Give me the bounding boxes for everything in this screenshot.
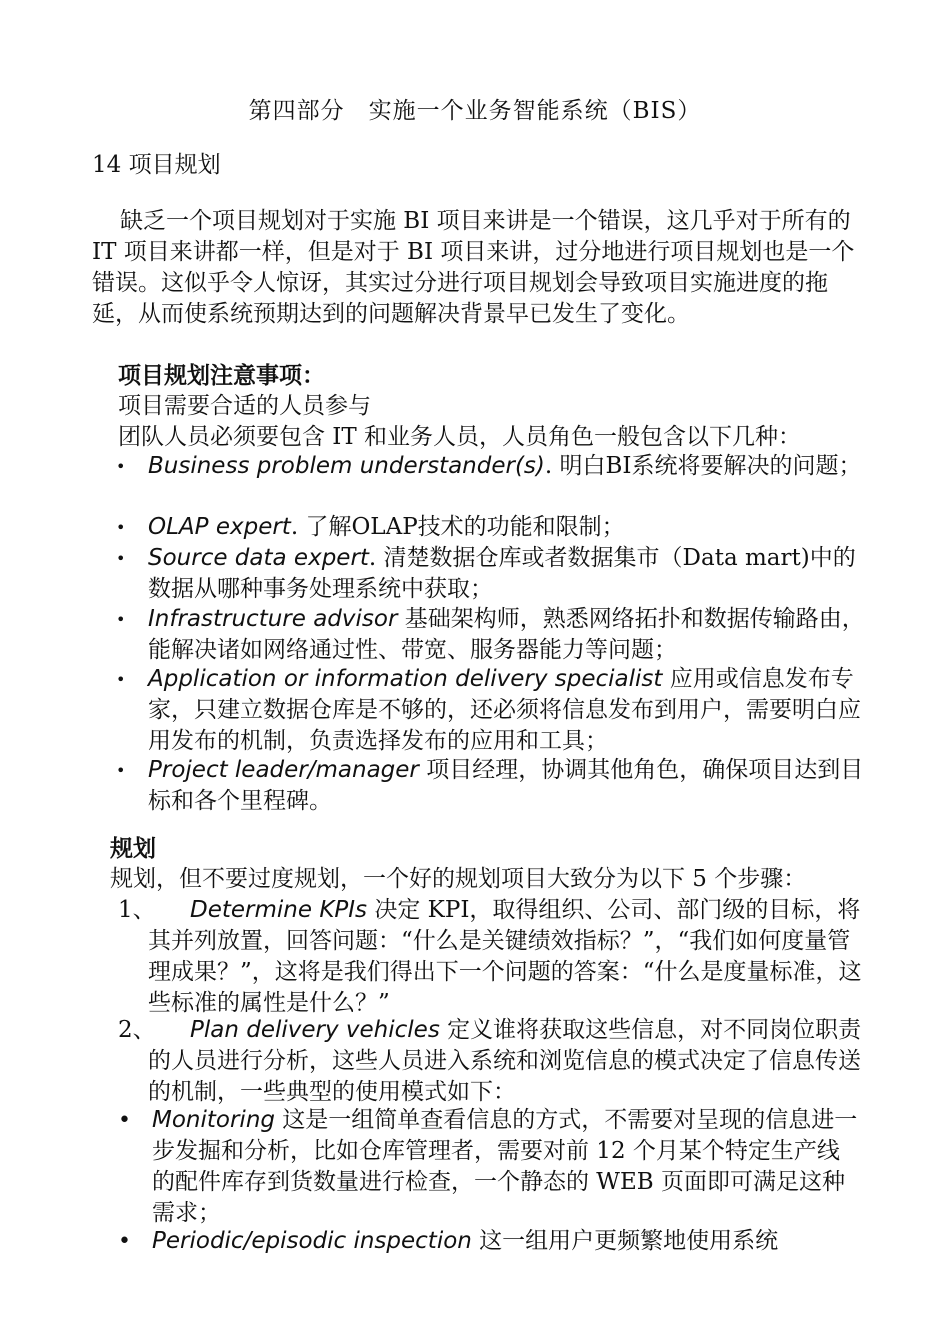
usage-desc: 这是一组简单查看信息的方式，不需要对呈现的信息进一步发掘和分析，比如仓库管理者，需要对前 12 个月某个特定生产线的配件库存到货数量进行检查，一个静态的 WEB 页面即可满足这种需求； (152, 1107, 858, 1226)
step-desc: 定义谁将获取这些信息，对不同岗位职责的人员进行分析，这些人员进入系统和浏览信息的模式决定了信息传送的机制，一些典型的使用模式如下： (148, 1017, 862, 1105)
bullet-icon: • (116, 457, 126, 476)
usage-name: Periodic/episodic inspection (152, 1228, 472, 1254)
list-item (148, 755, 868, 817)
step-item (148, 1015, 863, 1108)
list-item (152, 1226, 862, 1257)
list-item (148, 664, 868, 757)
notes-heading: 项目规划注意事项： (118, 362, 325, 389)
step-title: Determine KPIs (190, 897, 368, 923)
role-desc: . 了解OLAP技术的功能和限制； (290, 514, 625, 540)
list-item (152, 1105, 862, 1229)
bullet-icon: • (116, 549, 126, 568)
role-name: Source data expert (148, 545, 369, 571)
role-desc: . 清楚数据仓库或者数据集市（Data mart)中的数据从哪种事务处理系统中获取； (148, 545, 856, 602)
bullet-icon: • (118, 1108, 131, 1133)
list-item (148, 512, 868, 543)
list-item (148, 543, 868, 605)
step-desc: 决定 KPI，取得组织、公司、部门级的目标，将其并列放置，回答问题：“什么是关键绩效指标？”，“我们如何度量管理成果？”，这将是我们得出下一个问题的答案：“什么是度量标准，这些标准的属性是什么？” (148, 897, 862, 1016)
plan-line: 规划，但不要过度规划，一个好的规划项目大致分为以下 5 个步骤： (110, 866, 807, 892)
intro-paragraph: 缺乏一个项目规划对于实施 BI 项目来讲是一个错误，这几乎对于所有的 IT 项目来讲都一样，但是对于 BI 项目来讲，过分地进行项目规划也是一个错误。这似乎令人惊讶，其实过分进行项目规划会导致项目实施进度的拖延，从而使系统预期达到的问题解决背景早已发生了变化。 (92, 208, 855, 327)
bullet-icon: • (116, 670, 126, 689)
section-heading: 14 项目规划 (92, 152, 221, 178)
notes-line-2: 团队人员必须要包含 IT 和业务人员，人员角色一般包含以下几种： (118, 424, 802, 450)
bullet-icon: • (116, 518, 126, 537)
step-number: 2、 (118, 1017, 156, 1043)
role-name: Infrastructure advisor (148, 606, 398, 632)
role-name: Application or information delivery specialist (148, 666, 663, 692)
page-title: 第四部分 实施一个业务智能系统（BIS） (248, 98, 702, 124)
role-desc: 应用或信息发布专家，只建立数据仓库是不够的，还必须将信息发布到用户，需要明白应用发布的机制，负责选择发布的应用和工具； (148, 666, 861, 754)
list-item (148, 604, 868, 666)
role-desc: 项目经理，协调其他角色，确保项目达到目标和各个里程碑。 (148, 757, 864, 814)
bullet-icon: • (116, 610, 126, 629)
notes-line-1: 项目需要合适的人员参与 (118, 393, 371, 419)
role-name: OLAP expert (148, 514, 291, 540)
step-title: Plan delivery vehicles (190, 1017, 440, 1043)
usage-desc: 这一组用户更频繁地使用系统 (471, 1228, 779, 1254)
step-number: 1、 (118, 897, 156, 923)
bullet-icon: • (116, 761, 126, 780)
role-desc: . 明白BI系统将要解决的问题； (544, 453, 862, 479)
role-name: Project leader/manager (148, 757, 419, 783)
step-item (148, 895, 863, 1019)
role-desc: 基础架构师，熟悉网络拓扑和数据传输路由，能解决诸如网络通过性、带宽、服务器能力等问题； (148, 606, 865, 663)
bullet-icon: • (118, 1229, 131, 1254)
plan-heading: 规划 (110, 835, 156, 862)
usage-name: Monitoring (152, 1107, 275, 1133)
list-item (148, 451, 868, 482)
role-name: Business problem understander(s) (148, 453, 545, 479)
